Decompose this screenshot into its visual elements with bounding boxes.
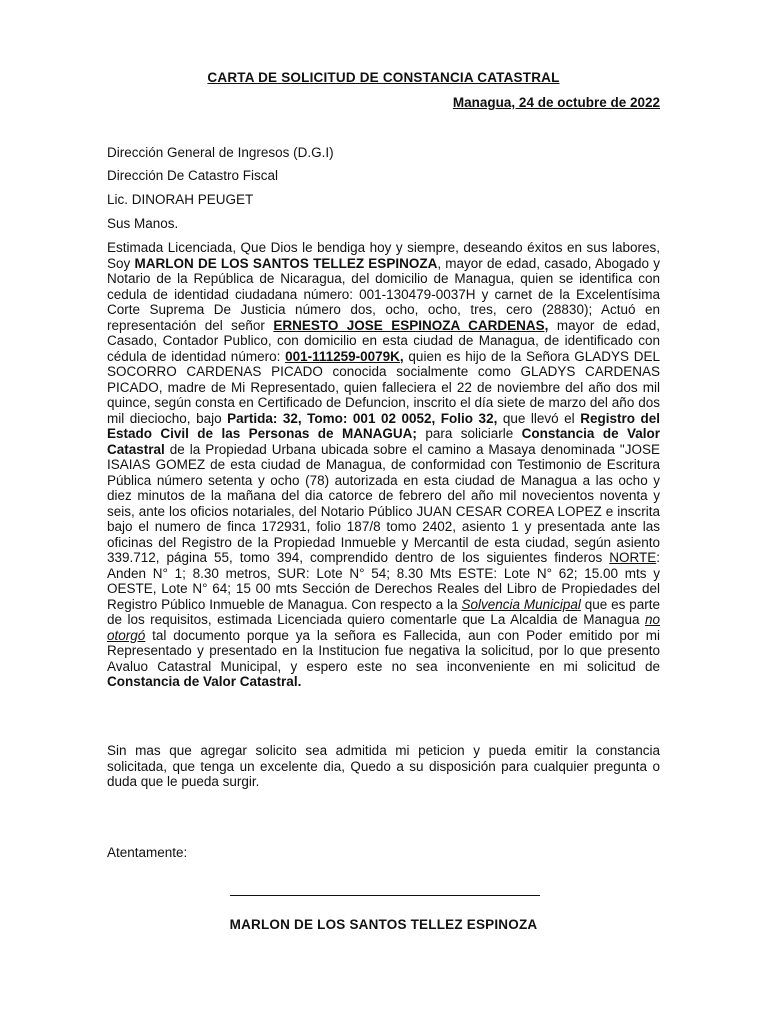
sender-name: MARLON DE LOS SANTOS TELLEZ ESPINOZA [134,255,438,271]
closing-paragraph: Sin mas que agregar solicito sea admitida mi peticion y pueda emitir la constancia solicitada, que tenga un excelente dia, Quedo a su disposición para cualquier pregunta o duda que le pueda surgir. [107,743,660,789]
addressee-line-4: Sus Manos. [107,216,179,231]
constancia-ref-final: Constancia de Valor Catastral. [107,674,302,689]
partida-ref: Partida: 32, Tomo: 001 02 0052, Folio 32, [227,410,498,426]
salutation: Atentamente: [107,845,188,860]
represented-id: 001-111259-0079K, [285,348,404,364]
letter-title: CARTA DE SOLICITUD DE CONSTANCIA CATASTRAL [207,70,560,85]
body-text: , mayor de edad, casado, Abogado y Notario de la República de Nicaragua, del domicilio de Managua, quien se identifica con cedula de identidad ciudadana número: 001-130479-0037H y carnet de la Excelentísima Corte Suprema De Justicia número dos, ocho, ocho, tres, cero (28830); Actuó en representación del señor [107,255,661,333]
addressee-line-2: Dirección De Catastro Fiscal [107,168,279,183]
body-text: tal documento porque ya la señora es Fallecida, aun con Poder emitido por mi Representado y presentado en la Institucion fue negativa la solicitud, por lo que presento Avaluo Catastral Municipal, y espero este no sea inconveniente en mi solicitud de [107,627,660,674]
body-text: que es parte de los requisitos, estimada Licenciada quiero comentarle que La Alcaldia de Managua [107,596,660,627]
constancia-ref: Constancia de Valor Catastral [107,426,660,457]
signature-line [230,895,540,896]
body-text: mayor de edad, Casado, Contador Publico, con domicilio en esta ciudad de Managua, de identificado con cédula de identidad número: [107,317,660,364]
represented-name: ERNESTO JOSE ESPINOZA CARDENAS, [273,317,549,333]
letter-body [107,240,660,690]
body-text: Estimada Licenciada, Que Dios le bendiga hoy y siempre, deseando éxitos en sus labores, Soy [107,240,660,271]
letter-date: Managua, 24 de octubre de 2022 [452,95,660,110]
solvencia-ref: Solvencia Municipal [461,596,581,612]
signature-name: MARLON DE LOS SANTOS TELLEZ ESPINOZA [229,917,538,932]
body-text: quien es hijo de la Señora GLADYS DEL SOCORRO CARDENAS PICADO conocida socialmente como GLADYS CARDENAS PICADO, madre de Mi Representado, quien falleciera el 22 de noviembre del año dos mil quince, según consta en Certificado de Defuncion, inscrito el día siete de marzo del año dos mil dieciocho, bajo [107,348,660,426]
norte-label: NORTE [609,550,657,565]
body-text: : Anden N° 1; 8.30 metros, SUR: Lote N° 54; 8.30 Mts ESTE: Lote N° 62; 15.00 mts y OESTE, Lote N° 64; 15 00 mts Sección de Derechos Reales del Libro de Propiedades del Registro Público Inmueble de Managua. Con respecto a la [107,550,660,612]
body-text: de la Propiedad Urbana ubicada sobre el camino a Masaya denominada "JOSE ISAIAS GOMEZ de esta ciudad de Managua, de conformidad con Testimonio de Escritura Pública número setenta y ocho (78) autorizada en esta ciudad de Managua a las ocho y diez minutos de la mañana del dia catorce de febrero del año mil novecientos noventa y seis, ante los oficios notariales, del Notario Público JUAN CESAR COREA LOPEZ e inscrita bajo el numero de finca 172931, folio 187/8 tomo 2402, asiento 1 y presentada ante las oficinas del Registro de la Propiedad Inmueble y Mercantil de esta ciudad, según asiento 339.712, página 55, tomo 394, comprendido dentro de los siguientes finderos [107,441,660,565]
body-text: para soliciarle [416,426,522,441]
addressee-line-3: Lic. DINORAH PEUGET [107,192,254,207]
registro-ref: Registro del Estado Civil de las Personas de MANAGUA; [107,410,660,441]
body-text: que llevó el [497,410,581,426]
no-otorgo-text: no otorgó [107,612,660,643]
addressee-line-1: Dirección General de Ingresos (D.G.I) [107,145,334,160]
